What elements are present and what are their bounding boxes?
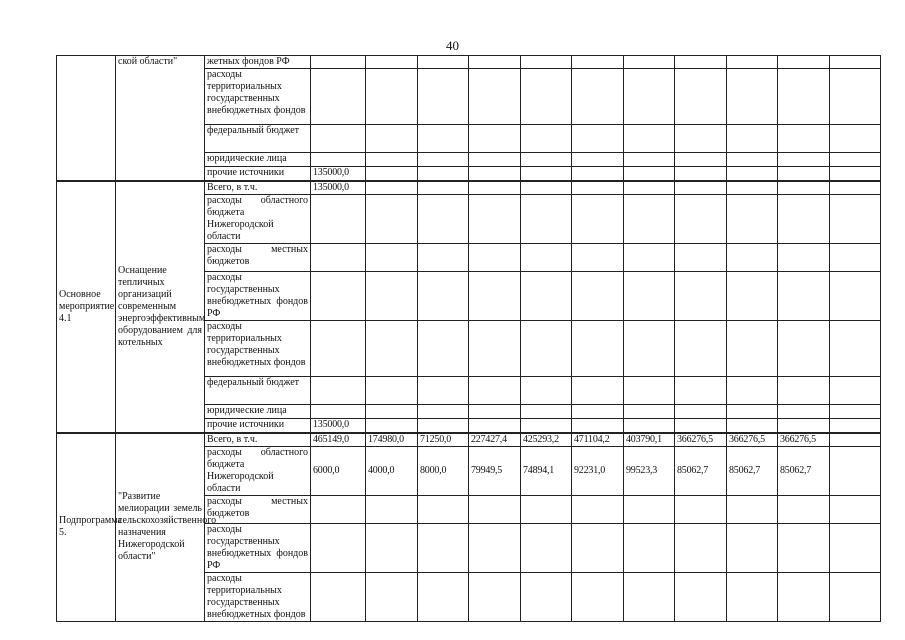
value-cell: 425293,2: [521, 433, 572, 447]
value-cell: [418, 419, 469, 433]
value-cell: [675, 244, 727, 272]
value-cell: [727, 167, 778, 181]
value-cell: [469, 496, 521, 524]
value-cell: [675, 496, 727, 524]
value-cell: [624, 524, 675, 573]
value-cell: [778, 496, 830, 524]
value-cell: [469, 181, 521, 195]
funding-source-cell: расходы государственных внебюджетных фондов РФ: [205, 524, 311, 573]
value-cell: [624, 195, 675, 244]
value-cell: 85062,7: [675, 447, 727, 496]
value-cell: [727, 419, 778, 433]
funding-source-cell: юридические лица: [205, 405, 311, 419]
value-cell: [572, 405, 624, 419]
value-cell: [727, 125, 778, 153]
value-cell: 471104,2: [572, 433, 624, 447]
value-cell: [311, 573, 366, 622]
funding-source-cell: расходы местных бюджетов: [205, 244, 311, 272]
value-cell: [830, 524, 881, 573]
value-cell: [366, 167, 418, 181]
value-cell: [830, 419, 881, 433]
value-cell: [675, 56, 727, 69]
value-cell: [572, 125, 624, 153]
value-cell: [469, 56, 521, 69]
value-cell: [469, 167, 521, 181]
value-cell: [572, 321, 624, 377]
value-cell: [778, 69, 830, 125]
value-cell: [778, 153, 830, 167]
value-cell: 99523,3: [624, 447, 675, 496]
value-cell: [366, 377, 418, 405]
value-cell: [830, 447, 881, 496]
value-cell: [624, 69, 675, 125]
value-cell: 8000,0: [418, 447, 469, 496]
value-cell: [366, 496, 418, 524]
value-cell: [311, 153, 366, 167]
value-cell: 465149,0: [311, 433, 366, 447]
value-cell: [311, 272, 366, 321]
value-cell: [521, 272, 572, 321]
value-cell: [675, 524, 727, 573]
value-cell: [311, 69, 366, 125]
value-cell: [366, 181, 418, 195]
value-cell: [418, 405, 469, 419]
value-cell: 71250,0: [418, 433, 469, 447]
value-cell: [572, 244, 624, 272]
value-cell: [521, 405, 572, 419]
value-cell: 92231,0: [572, 447, 624, 496]
value-cell: [675, 181, 727, 195]
program-description-cell: Оснащение тепличных организаций современным энергоэффективным оборудованием для котельных: [116, 181, 205, 433]
value-cell: [572, 524, 624, 573]
value-cell: [469, 405, 521, 419]
value-cell: [778, 125, 830, 153]
value-cell: [418, 272, 469, 321]
funding-source-cell: прочие источники: [205, 419, 311, 433]
value-cell: [675, 167, 727, 181]
page-number: 40: [446, 38, 459, 53]
value-cell: [830, 56, 881, 69]
value-cell: [830, 433, 881, 447]
value-cell: [418, 496, 469, 524]
value-cell: [727, 56, 778, 69]
value-cell: [521, 573, 572, 622]
value-cell: [778, 195, 830, 244]
event-name-cell: Подпрограмма 5.: [57, 433, 116, 622]
funding-source-cell: прочие источники: [205, 167, 311, 181]
value-cell: [727, 524, 778, 573]
value-cell: [778, 573, 830, 622]
value-cell: [624, 153, 675, 167]
value-cell: 85062,7: [727, 447, 778, 496]
value-cell: [675, 405, 727, 419]
value-cell: [469, 419, 521, 433]
value-cell: 227427,4: [469, 433, 521, 447]
value-cell: [624, 56, 675, 69]
value-cell: [778, 244, 830, 272]
value-cell: [778, 56, 830, 69]
value-cell: [727, 181, 778, 195]
value-cell: [521, 524, 572, 573]
value-cell: [366, 69, 418, 125]
value-cell: [521, 321, 572, 377]
value-cell: [778, 321, 830, 377]
value-cell: 366276,5: [727, 433, 778, 447]
value-cell: [830, 405, 881, 419]
value-cell: [311, 405, 366, 419]
value-cell: [572, 56, 624, 69]
value-cell: 366276,5: [778, 433, 830, 447]
funding-source-cell: Всего, в т.ч.: [205, 433, 311, 447]
value-cell: [469, 244, 521, 272]
value-cell: [366, 56, 418, 69]
value-cell: [521, 125, 572, 153]
value-cell: [572, 153, 624, 167]
value-cell: 79949,5: [469, 447, 521, 496]
value-cell: [624, 181, 675, 195]
value-cell: [675, 195, 727, 244]
value-cell: [830, 272, 881, 321]
budget-table: [56, 55, 881, 622]
table-row: [57, 56, 881, 69]
value-cell: [366, 573, 418, 622]
value-cell: [572, 496, 624, 524]
value-cell: [521, 195, 572, 244]
value-cell: [572, 573, 624, 622]
value-cell: [624, 167, 675, 181]
value-cell: [727, 496, 778, 524]
value-cell: [624, 405, 675, 419]
value-cell: [675, 377, 727, 405]
value-cell: [675, 153, 727, 167]
value-cell: 366276,5: [675, 433, 727, 447]
value-cell: [418, 195, 469, 244]
value-cell: [572, 181, 624, 195]
value-cell: [830, 153, 881, 167]
value-cell: [521, 167, 572, 181]
value-cell: [778, 405, 830, 419]
value-cell: [727, 153, 778, 167]
value-cell: 135000,0: [311, 181, 366, 195]
value-cell: [727, 573, 778, 622]
value-cell: [830, 195, 881, 244]
table-row: [57, 433, 881, 447]
value-cell: [727, 405, 778, 419]
value-cell: [572, 195, 624, 244]
funding-source-cell: Всего, в т.ч.: [205, 181, 311, 195]
value-cell: [521, 419, 572, 433]
program-description-cell: ской области": [116, 56, 205, 181]
value-cell: [778, 167, 830, 181]
value-cell: [418, 153, 469, 167]
value-cell: [366, 321, 418, 377]
value-cell: [624, 377, 675, 405]
value-cell: [366, 524, 418, 573]
value-cell: [624, 272, 675, 321]
value-cell: [830, 496, 881, 524]
value-cell: [311, 496, 366, 524]
value-cell: [469, 272, 521, 321]
value-cell: [469, 321, 521, 377]
value-cell: [366, 244, 418, 272]
program-description-cell: "Развитие мелиорации земель сельскохозяйственного назначения Нижегородской области": [116, 433, 205, 622]
value-cell: [830, 321, 881, 377]
value-cell: [366, 405, 418, 419]
value-cell: [521, 181, 572, 195]
value-cell: [727, 321, 778, 377]
value-cell: [727, 195, 778, 244]
value-cell: [311, 125, 366, 153]
value-cell: [830, 69, 881, 125]
value-cell: 6000,0: [311, 447, 366, 496]
value-cell: [778, 419, 830, 433]
value-cell: [311, 321, 366, 377]
value-cell: [727, 272, 778, 321]
value-cell: [572, 272, 624, 321]
value-cell: [521, 153, 572, 167]
value-cell: [572, 419, 624, 433]
value-cell: [469, 524, 521, 573]
value-cell: [521, 244, 572, 272]
value-cell: 74894,1: [521, 447, 572, 496]
value-cell: 403790,1: [624, 433, 675, 447]
event-name-cell: Основное мероприятие 4.1: [57, 181, 116, 433]
value-cell: [572, 377, 624, 405]
value-cell: [418, 244, 469, 272]
value-cell: [418, 56, 469, 69]
value-cell: [778, 181, 830, 195]
value-cell: [624, 419, 675, 433]
value-cell: [727, 69, 778, 125]
funding-source-cell: расходы территориальных государственных внебюджетных фондов: [205, 321, 311, 377]
value-cell: [418, 167, 469, 181]
value-cell: [675, 69, 727, 125]
value-cell: [418, 125, 469, 153]
value-cell: [624, 321, 675, 377]
value-cell: [521, 377, 572, 405]
funding-source-cell: федеральный бюджет: [205, 377, 311, 405]
value-cell: [727, 244, 778, 272]
value-cell: [572, 69, 624, 125]
value-cell: 174980,0: [366, 433, 418, 447]
value-cell: [624, 244, 675, 272]
value-cell: [675, 321, 727, 377]
value-cell: [830, 573, 881, 622]
value-cell: [778, 524, 830, 573]
value-cell: [521, 56, 572, 69]
value-cell: [311, 524, 366, 573]
event-name-cell: [57, 56, 116, 181]
value-cell: [418, 573, 469, 622]
value-cell: [311, 244, 366, 272]
funding-source-cell: жетных фондов РФ: [205, 56, 311, 69]
value-cell: [418, 321, 469, 377]
value-cell: [366, 195, 418, 244]
funding-source-cell: расходы местных бюджетов: [205, 496, 311, 524]
value-cell: [469, 69, 521, 125]
value-cell: [830, 377, 881, 405]
value-cell: [311, 377, 366, 405]
value-cell: [727, 377, 778, 405]
funding-source-cell: федеральный бюджет: [205, 125, 311, 153]
funding-source-cell: расходы областного бюджета Нижегородской области: [205, 195, 311, 244]
value-cell: [521, 69, 572, 125]
funding-source-cell: расходы областного бюджета Нижегородской области: [205, 447, 311, 496]
value-cell: [469, 125, 521, 153]
value-cell: [778, 272, 830, 321]
value-cell: [366, 272, 418, 321]
funding-source-cell: юридические лица: [205, 153, 311, 167]
value-cell: [778, 377, 830, 405]
value-cell: 135000,0: [311, 167, 366, 181]
value-cell: [311, 56, 366, 69]
value-cell: [418, 69, 469, 125]
value-cell: [469, 153, 521, 167]
value-cell: [675, 419, 727, 433]
value-cell: [469, 195, 521, 244]
value-cell: [469, 573, 521, 622]
value-cell: [311, 195, 366, 244]
value-cell: [675, 573, 727, 622]
value-cell: [418, 377, 469, 405]
value-cell: [572, 167, 624, 181]
value-cell: [830, 167, 881, 181]
value-cell: [830, 181, 881, 195]
value-cell: 135000,0: [311, 419, 366, 433]
value-cell: [624, 573, 675, 622]
value-cell: [830, 244, 881, 272]
value-cell: [366, 125, 418, 153]
value-cell: [675, 272, 727, 321]
value-cell: [366, 419, 418, 433]
funding-source-cell: расходы государственных внебюджетных фондов РФ: [205, 272, 311, 321]
value-cell: 85062,7: [778, 447, 830, 496]
value-cell: [624, 125, 675, 153]
funding-source-cell: расходы территориальных государственных внебюджетных фондов: [205, 69, 311, 125]
funding-source-cell: расходы территориальных государственных внебюджетных фондов: [205, 573, 311, 622]
value-cell: [521, 496, 572, 524]
value-cell: [830, 125, 881, 153]
table-row: [57, 181, 881, 195]
value-cell: [675, 125, 727, 153]
value-cell: [418, 181, 469, 195]
value-cell: [418, 524, 469, 573]
value-cell: [469, 377, 521, 405]
value-cell: 4000,0: [366, 447, 418, 496]
value-cell: [624, 496, 675, 524]
value-cell: [366, 153, 418, 167]
